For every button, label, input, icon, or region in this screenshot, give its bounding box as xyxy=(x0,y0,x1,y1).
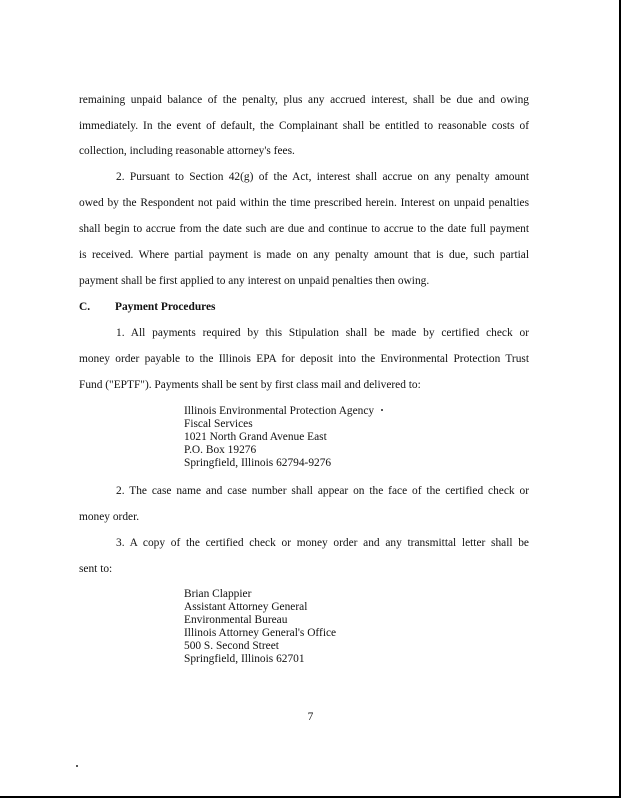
address-line: Fiscal Services xyxy=(184,418,253,430)
section-heading xyxy=(79,300,216,314)
address-line: Environmental Bureau xyxy=(184,614,288,626)
body-text-line: Fund ("EPTF"). Payments shall be sent by first class mail and delivered to: xyxy=(79,379,421,391)
body-text-line: owed by the Respondent not paid within the time prescribed herein. Interest on unpaid penalties xyxy=(79,197,529,209)
body-text-line: is received. Where partial payment is made on any penalty amount that is due, such partial xyxy=(79,249,529,261)
body-text-line: 1. All payments required by this Stipulation shall be made by certified check or xyxy=(116,327,529,339)
body-text-line: money order payable to the Illinois EPA for deposit into the Environmental Protection Trust xyxy=(79,353,529,365)
scan-speck xyxy=(76,765,78,767)
body-text-line: 2. The case name and case number shall appear on the face of the certified check or xyxy=(116,485,529,497)
address-line: Illinois Attorney General's Office xyxy=(184,627,337,639)
address-line: Springfield, Illinois 62794-9276 xyxy=(184,457,332,469)
body-text-line: payment shall be first applied to any interest on unpaid penalties then owing. xyxy=(79,275,430,287)
address-line: 500 S. Second Street xyxy=(184,640,279,652)
scan-speck xyxy=(381,409,383,411)
body-text-line: collection, including reasonable attorney's fees. xyxy=(79,145,295,157)
page-number: 7 xyxy=(307,711,314,723)
address-line: Illinois Environmental Protection Agency xyxy=(184,405,375,417)
body-text-line: shall begin to accrue from the date such are due and continue to accrue to the date full payment xyxy=(79,223,529,235)
body-text-line: sent to: xyxy=(79,563,113,575)
section-title: Payment Procedures xyxy=(115,301,216,313)
address-line: 1021 North Grand Avenue East xyxy=(184,431,327,443)
address-block-attorney-general xyxy=(184,588,336,666)
section-letter: C. xyxy=(79,301,91,313)
body-text-line: remaining unpaid balance of the penalty, plus any accrued interest, shall be due and owing xyxy=(79,94,529,106)
address-line: Assistant Attorney General xyxy=(184,601,308,613)
address-block-illinois-epa xyxy=(184,405,374,470)
body-text-line: 3. A copy of the certified check or money order and any transmittal letter shall be xyxy=(116,537,529,549)
address-line: Springfield, Illinois 62701 xyxy=(184,653,305,665)
body-text-line: 2. Pursuant to Section 42(g) of the Act, interest shall accrue on any penalty amount xyxy=(116,171,529,183)
body-text-line: immediately. In the event of default, the Complainant shall be entitled to reasonable costs of xyxy=(79,120,529,132)
body-text-line: money order. xyxy=(79,511,140,523)
address-line: Brian Clappier xyxy=(184,588,252,600)
address-line: P.O. Box 19276 xyxy=(184,444,257,456)
